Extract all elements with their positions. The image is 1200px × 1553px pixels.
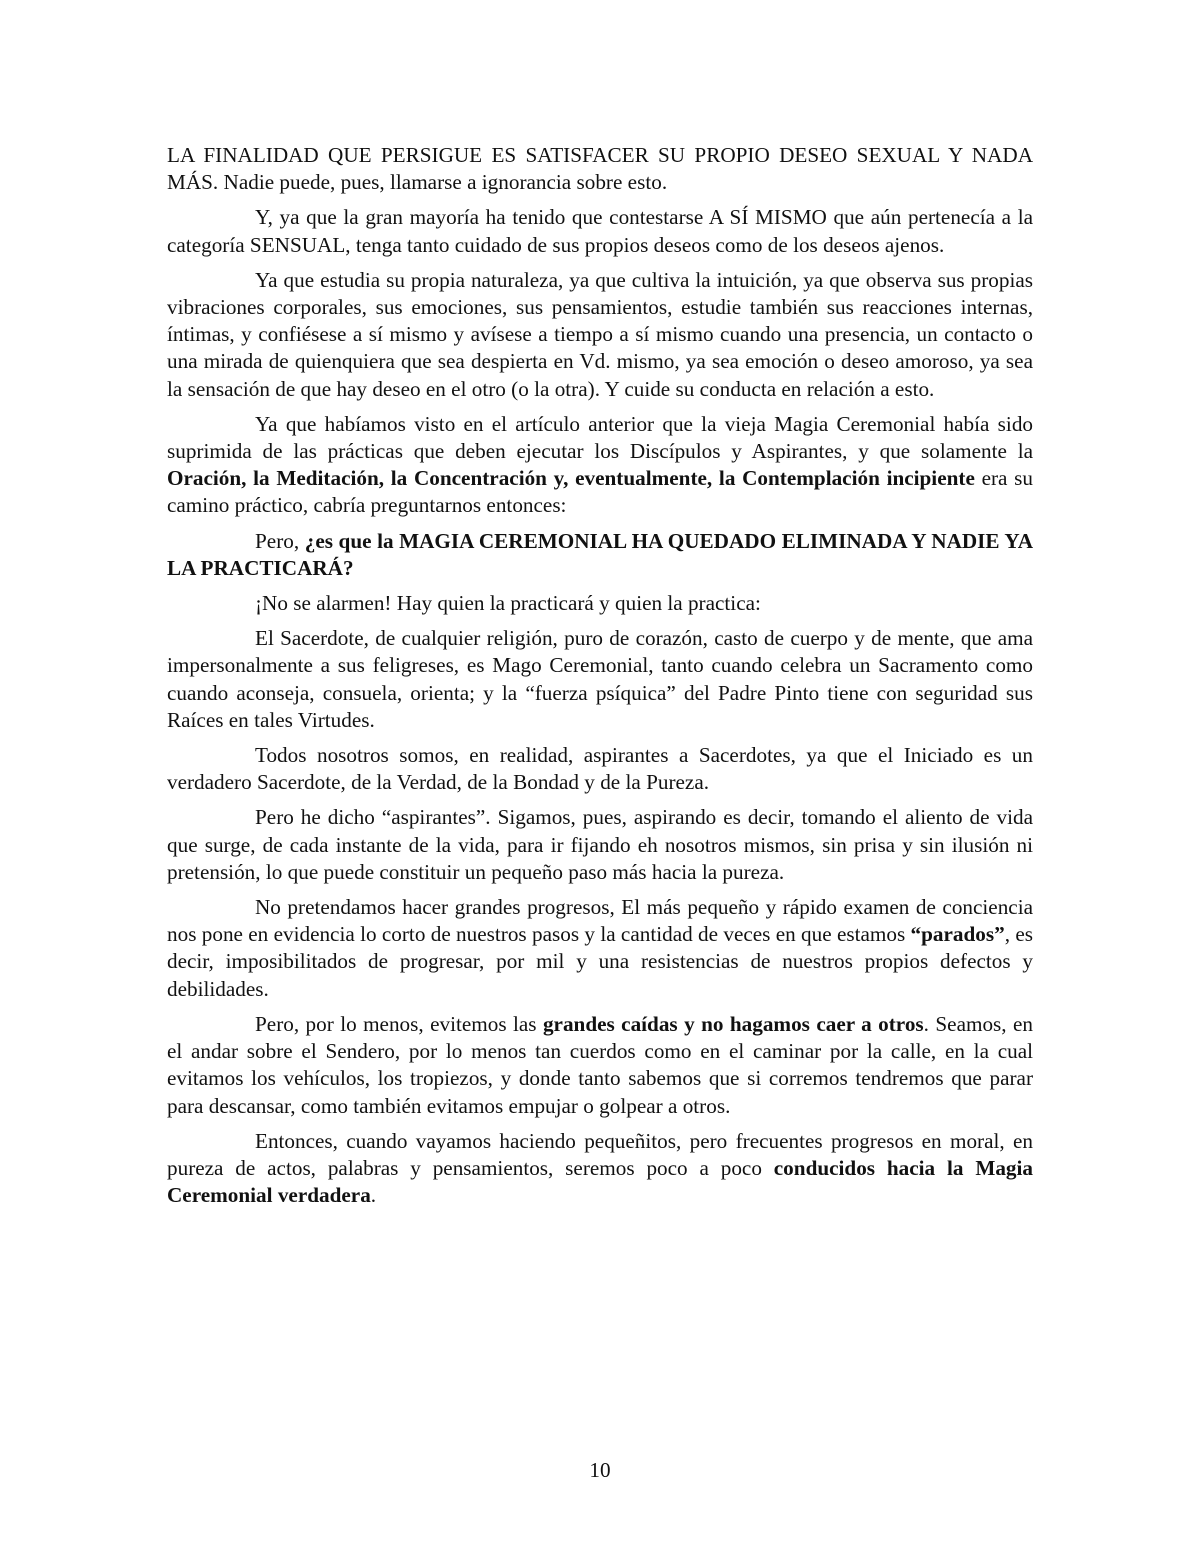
paragraph-8: Todos nosotros somos, en realidad, aspirantes a Sacerdotes, ya que el Iniciado es un verdadero Sacerdote, de la Verdad, de la Bondad y de la Pureza.	[167, 743, 1033, 795]
document-body	[167, 142, 1033, 1217]
paragraph-12-bold: conducidos hacia la Magia Ceremonial verdadera	[167, 1155, 1033, 1208]
paragraph-3: Ya que estudia su propia naturaleza, ya que cultiva la intuición, ya que observa sus propias vibraciones corporales, sus emociones, sus pensamientos, estudie también sus reacciones internas, íntimas, y confiésese a sí mismo y avísese a tiempo a sí mismo cuando una presencia, un contacto o una mirada de quienquiera que sea despierta en Vd. mismo, ya sea emoción o deseo amoroso, ya sea la sensación de que hay deseo en el otro (o la otra). Y cuide su conducta en relación a esto.	[167, 267, 1033, 401]
paragraph-12-text-c: .	[370, 1183, 377, 1208]
paragraph-5-text-a: Pero,	[255, 528, 305, 553]
paragraph-11-text-c: . Seamos, en el andar sobre el Sendero, por lo menos tan cuerdos como en el caminar por la calle, en la cual evitamos los vehículos, los tropiezos, y donde tanto sabemos que si corremos tendremos que parar para descansar, como también evitamos empujar o golpear a otros.	[167, 1011, 1033, 1118]
paragraph-4-bold: Oración, la Meditación, la Concentración y, eventualmente, la Contemplación incipiente	[167, 466, 975, 491]
paragraph-10-text-a: No pretendamos hacer grandes progresos, El más pequeño y rápido examen de conciencia nos pone en evidencia lo corto de nuestros pasos y la cantidad de veces en que estamos	[167, 895, 1033, 947]
paragraph-6: ¡No se alarmen! Hay quien la practicará y quien la practica:	[255, 591, 761, 616]
paragraph-7: El Sacerdote, de cualquier religión, puro de corazón, casto de cuerpo y de mente, que ama impersonalmente a sus feligreses, es Mago Ceremonial, tanto cuando celebra un Sacramento como cuando aconseja, consuela, orienta; y la “fuerza psíquica” del Padre Pinto tiene con seguridad sus Raíces en tales Virtudes.	[167, 626, 1033, 732]
paragraph-4-text-c: era su camino práctico, cabría preguntarnos entonces:	[167, 466, 1033, 518]
paragraph-10-text-c: , es decir, imposibilitados de progresar, por mil y una resistencias de nuestros propios defectos y debilidades.	[167, 922, 1034, 1001]
paragraph-12-text-a: Entonces, cuando vayamos haciendo pequeñitos, pero frecuentes progresos en moral, en pureza de actos, palabras y pensamientos, seremos poco a poco	[167, 1128, 1033, 1180]
paragraph-1: LA FINALIDAD QUE PERSIGUE ES SATISFACER SU PROPIO DESEO SEXUAL Y NADA MÁS. Nadie puede, pues, llamarse a ignorancia sobre esto.	[167, 143, 1033, 195]
paragraph-11-bold: grandes caídas y no hagamos caer a otros	[542, 1011, 924, 1036]
paragraph-4-text-a: Ya que habíamos visto en el artículo anterior que la vieja Magia Ceremonial había sido suprimida de las prácticas que deben ejecutar los Discípulos y Aspirantes, y que solamente la	[167, 411, 1033, 464]
paragraph-4	[167, 411, 1033, 520]
paragraph-11	[167, 1011, 1033, 1120]
paragraph-10-bold: “parados”	[910, 922, 1005, 947]
paragraph-2: Y, ya que la gran mayoría ha tenido que contestarse A SÍ MISMO que aún pertenecía a la categoría SENSUAL, tenga tanto cuidado de sus propios deseos como de los deseos ajenos.	[167, 205, 1033, 257]
paragraph-5-bold: ¿es que la MAGIA CEREMONIAL HA QUEDADO ELIMINADA Y NADIE YA LA PRACTICARÁ?	[167, 528, 1034, 580]
paragraph-5	[167, 528, 1033, 582]
paragraph-9: Pero he dicho “aspirantes”. Sigamos, pues, aspirando es decir, tomando el aliento de vida que surge, de cada instante de la vida, para ir fijando eh nosotros mismos, sin prisa y sin ilusión ni pretensión, lo que puede constituir un pequeño paso más hacia la pureza.	[167, 805, 1033, 884]
paragraph-12	[167, 1128, 1033, 1210]
page-number: 10	[589, 1458, 611, 1482]
paragraph-11-text-a: Pero, por lo menos, evitemos las	[255, 1011, 543, 1036]
paragraph-10	[167, 894, 1033, 1003]
